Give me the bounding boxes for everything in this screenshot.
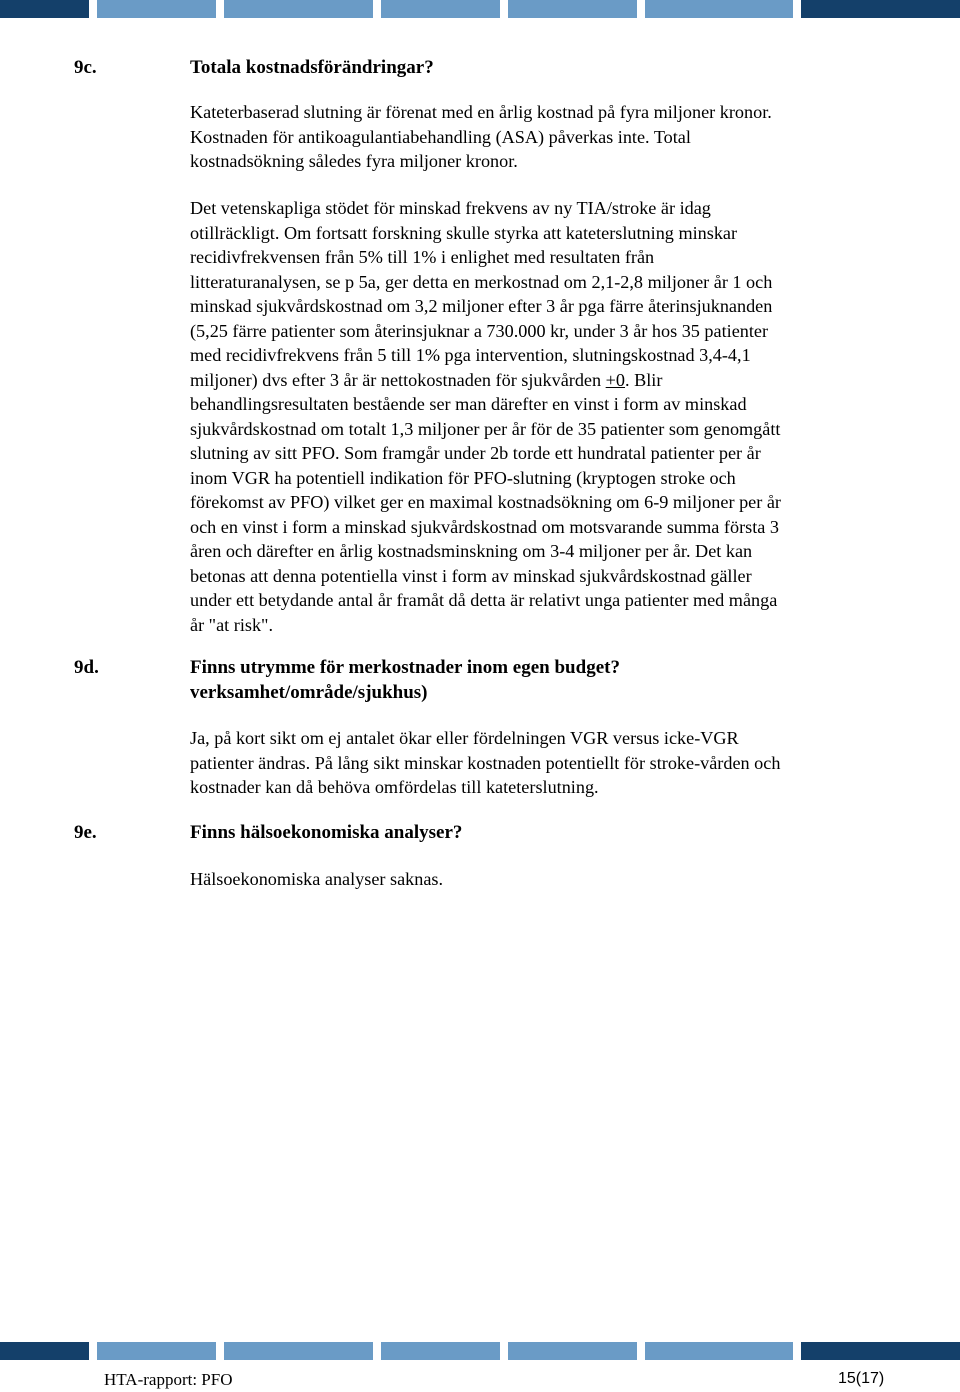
header-decorative-band: [0, 0, 960, 18]
section-number: 9d.: [74, 657, 99, 678]
section-heading: Finns utrymme för merkostnader inom egen budget? verksamhet/område/sjukhus): [190, 657, 620, 703]
paragraph: Ja, på kort sikt om ej antalet ökar eller fördelningen VGR versus icke-VGR patienter ändras. På lång sikt minskar kostnaden potentiellt för stroke-vården och kostnader kan då behöva omfördelas till kateterslutning.: [190, 728, 781, 797]
footer-report-title: HTA-rapport: PFO: [104, 1370, 233, 1389]
paragraph: Kateterbaserad slutning är förenat med en årlig kostnad på fyra miljoner kronor. Kostnaden för antikoagulantiabehandling (ASA) påverkas inte. Total kostnadsökning således fyra miljoner kronor.: [190, 102, 772, 171]
section-heading: Finns hälsoekonomiska analyser?: [190, 822, 463, 843]
section-number: 9e.: [74, 822, 97, 843]
section-number: 9c.: [74, 57, 97, 78]
footer-decorative-band: [0, 1342, 960, 1360]
section-heading: Totala kostnadsförändringar?: [190, 57, 434, 78]
footer-page-number: 15(17): [838, 1370, 885, 1387]
paragraph: Det vetenskapliga stödet för minskad frekvens av ny TIA/stroke är idag otillräckligt. Om fortsatt forskning skulle styrka att kateterslutning minskar recidivfrekvensen från 5% till 1% i enlighet med resultaten från litteraturanalysen, se p 5a, ger detta en merkostnad om 2,1-2,8 miljoner år 1 och minskad sjukvårdskostnad om 3,2 miljoner efter 3 år pga färre återinsjuknanden (5,25 färre patienter som återinsjuknar a 730.000 kr, under 3 år hos 35 patienter med recidivfrekvens från 5 till 1% pga intervention, slutningskostnad 3,4-4,1 miljoner) dvs efter 3 år är nettokostnaden för sjukvården +0. Blir behandlingsresultaten bestående ser man därefter en vinst i form av minskad sjukvårdskostnad om totalt 1,3 miljoner per år för de 35 patienter som genomgått slutning av sitt PFO. Som framgår under 2b torde ett hundratal patienter per år inom VGR ha potentiell indikation för PFO-slutning (kryptogen stroke och förekomst av PFO) vilket ger en maximal kostnadsökning om 6-9 miljoner per år och en vinst i form a minskad sjukvårdskostnad om motsvarande summa första 3 åren och därefter en årlig kostnadsminskning om 3-4 miljoner per år. Det kan betonas att denna potentiella vinst i form av minskad sjukvårdskostnad gäller under ett betydande antal år framåt då detta är relativt unga patienter med många år "at risk".: [190, 198, 781, 635]
paragraph: Hälsoekonomiska analyser saknas.: [190, 869, 444, 889]
